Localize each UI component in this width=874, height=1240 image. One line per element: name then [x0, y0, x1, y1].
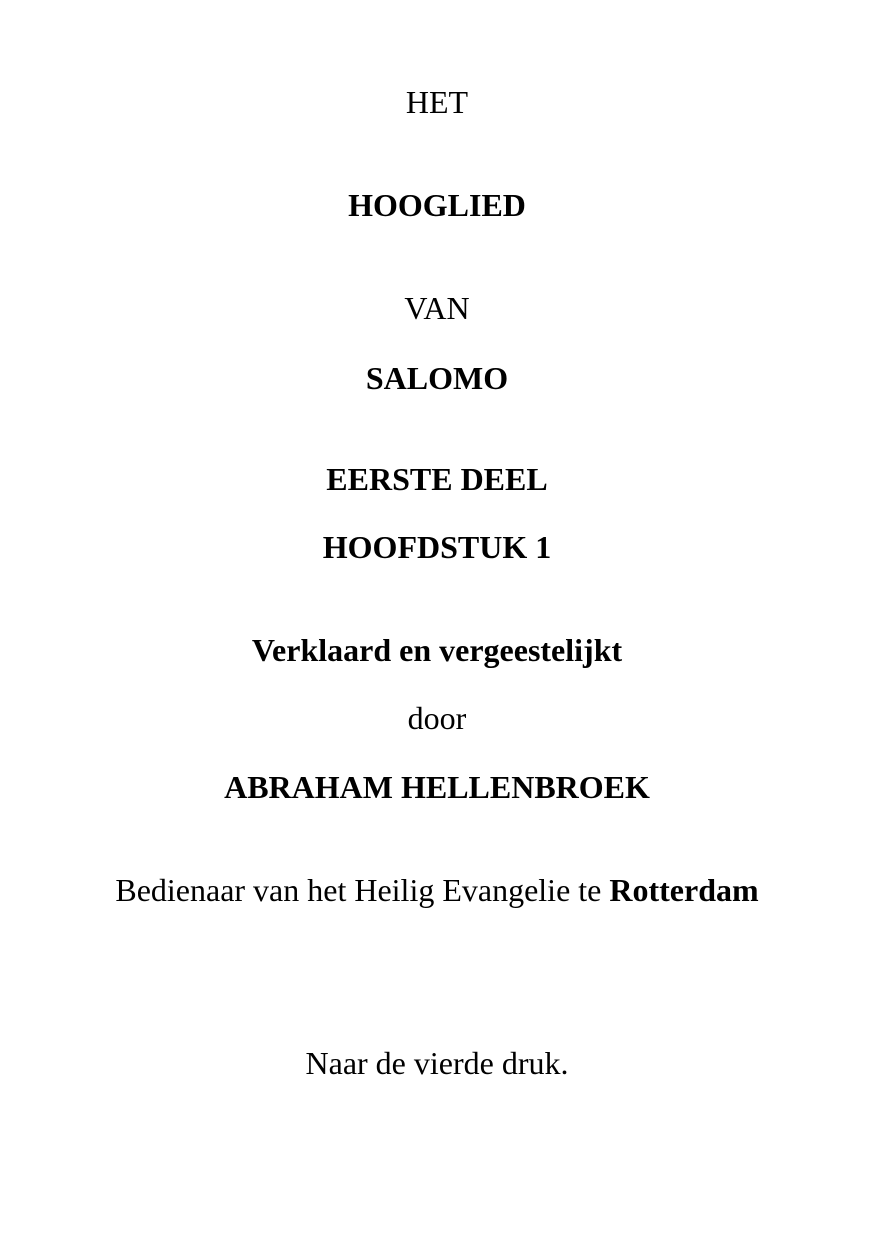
by-label: door	[407, 700, 467, 736]
title-salomo: SALOMO	[365, 360, 509, 396]
subtitle-verklaard: Verklaard en vergeestelijkt	[251, 632, 623, 668]
edition-note: Naar de vierde druk.	[305, 1045, 569, 1081]
chapter-label: HOOFDSTUK 1	[322, 529, 552, 565]
title-van: VAN	[404, 290, 470, 326]
author-office-city: Rotterdam	[609, 872, 759, 908]
author-office-prefix: Bedienaar van het Heilig Evangelie te	[115, 872, 610, 908]
title-het: HET	[405, 84, 469, 120]
part-label: EERSTE DEEL	[326, 461, 548, 497]
author-office	[0, 870, 874, 910]
author-name: ABRAHAM HELLENBROEK	[224, 769, 650, 805]
title-hooglied: HOOGLIED	[348, 187, 526, 223]
